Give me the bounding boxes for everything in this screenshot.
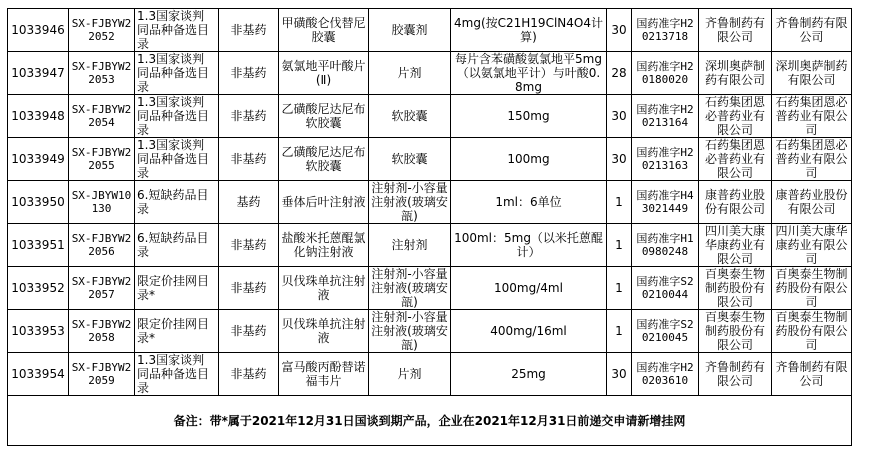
product-code-cell [69, 267, 135, 310]
approval-number-cell-text: 国药准字H20213164 [636, 103, 694, 129]
approval-number-cell-text: 国药准字H10980248 [636, 232, 694, 258]
product-code-cell [69, 52, 135, 95]
approval-number-cell-text: 国药准字S20210045 [636, 318, 694, 344]
specification-cell [451, 181, 607, 224]
essential-drug-cell-text: 非基药 [230, 109, 267, 123]
product-id-cell [8, 224, 69, 267]
approval-number-cell-text: 国药准字H20213718 [636, 17, 694, 43]
package-quantity-cell-text: 1 [615, 281, 623, 295]
specification-cell-text: 100mg/4ml [494, 281, 563, 295]
product-code-cell-text: SX-FJBYW22059 [71, 361, 132, 387]
essential-drug-cell-text: 基药 [236, 195, 261, 209]
essential-drug-cell [219, 138, 279, 181]
drug-name-cell [279, 9, 369, 52]
product-code-cell-text: SX-FJBYW22053 [71, 60, 132, 86]
essential-drug-cell-text: 非基药 [230, 238, 267, 252]
essential-drug-cell [219, 310, 279, 353]
license-holder-cell-text: 石药集团恩必普药业有限公司 [775, 95, 848, 137]
essential-drug-cell [219, 9, 279, 52]
specification-cell-text: 400mg/16ml [490, 324, 567, 338]
license-holder-cell-text: 康普药业股份有限公司 [775, 188, 848, 216]
drug-name-cell [279, 310, 369, 353]
table-row [8, 310, 852, 353]
product-code-cell-text: SX-FJBYW22055 [71, 146, 132, 172]
package-quantity-cell [607, 353, 632, 396]
specification-cell-text: 4mg(按C21H19ClN4O4计算) [454, 16, 603, 44]
package-quantity-cell [607, 310, 632, 353]
specification-cell [451, 95, 607, 138]
product-id-cell-text: 1033954 [11, 367, 65, 381]
approval-number-cell-text: 国药准字H43021449 [636, 189, 694, 215]
catalog-category-cell-text: 限定价挂网目录* [137, 317, 210, 345]
product-id-cell-text: 1033946 [11, 23, 65, 37]
package-quantity-cell-text: 30 [611, 109, 627, 123]
catalog-category-cell-text: 1.3国家谈判同品种备选目录 [137, 353, 210, 395]
product-id-cell [8, 310, 69, 353]
catalog-category-cell [135, 138, 219, 181]
essential-drug-cell [219, 95, 279, 138]
approval-number-cell [632, 181, 699, 224]
manufacturer-cell-text: 康普药业股份有限公司 [704, 188, 765, 216]
essential-drug-cell [219, 181, 279, 224]
table-row [8, 353, 852, 396]
dosage-form-cell-text: 胶囊剂 [391, 23, 428, 37]
license-holder-cell-text: 齐鲁制药有限公司 [775, 360, 848, 388]
package-quantity-cell [607, 224, 632, 267]
specification-cell [451, 138, 607, 181]
drug-name-cell [279, 95, 369, 138]
dosage-form-cell-text: 软胶囊 [391, 152, 428, 166]
essential-drug-cell [219, 353, 279, 396]
essential-drug-cell-text: 非基药 [230, 324, 267, 338]
specification-cell-text: 100mg [507, 152, 550, 166]
dosage-form-cell-text: 软胶囊 [391, 109, 428, 123]
product-code-cell [69, 353, 135, 396]
package-quantity-cell [607, 138, 632, 181]
approval-number-cell-text: 国药准字S20210044 [636, 275, 694, 301]
manufacturer-cell [699, 353, 772, 396]
dosage-form-cell-text: 注射剂-小容量注射液(玻璃安瓿) [371, 267, 448, 309]
product-code-cell-text: SX-FJBYW22057 [71, 275, 132, 301]
drug-name-cell [279, 181, 369, 224]
product-id-cell [8, 95, 69, 138]
product-code-cell-text: SX-FJBYW22058 [71, 318, 132, 344]
dosage-form-cell [369, 353, 451, 396]
product-id-cell [8, 353, 69, 396]
approval-number-cell [632, 267, 699, 310]
approval-number-cell-text: 国药准字H20203610 [636, 361, 694, 387]
package-quantity-cell-text: 1 [615, 195, 623, 209]
catalog-category-cell-text: 1.3国家谈判同品种备选目录 [137, 52, 210, 94]
license-holder-cell [772, 95, 852, 138]
package-quantity-cell-text: 30 [611, 367, 627, 381]
specification-cell-text: 150mg [507, 109, 550, 123]
drug-name-cell [279, 267, 369, 310]
license-holder-cell [772, 353, 852, 396]
table-row [8, 95, 852, 138]
catalog-category-cell [135, 181, 219, 224]
drug-name-cell-text: 富马酸丙酚替诺福韦片 [281, 360, 366, 388]
license-holder-cell-text: 百奥泰生物制药股份有限公司 [775, 267, 848, 309]
approval-number-cell [632, 310, 699, 353]
dosage-form-cell-text: 片剂 [397, 66, 422, 80]
product-code-cell [69, 138, 135, 181]
table-row [8, 52, 852, 95]
product-id-cell [8, 52, 69, 95]
specification-cell [451, 267, 607, 310]
specification-cell-text: 1ml：6单位 [495, 195, 562, 209]
package-quantity-cell [607, 267, 632, 310]
catalog-category-cell [135, 95, 219, 138]
dosage-form-cell [369, 9, 451, 52]
package-quantity-cell [607, 9, 632, 52]
manufacturer-cell [699, 95, 772, 138]
manufacturer-cell-text: 深圳奥萨制药有限公司 [704, 59, 765, 87]
license-holder-cell [772, 224, 852, 267]
package-quantity-cell [607, 181, 632, 224]
drug-name-cell-text: 盐酸米托蒽醌氯化钠注射液 [281, 231, 366, 259]
drug-name-cell [279, 138, 369, 181]
product-code-cell [69, 224, 135, 267]
product-code-cell [69, 95, 135, 138]
license-holder-cell-text: 四川美大康华康药业有限公司 [775, 224, 848, 266]
package-quantity-cell-text: 30 [611, 23, 627, 37]
product-code-cell-text: SX-FJBYW22054 [71, 103, 132, 129]
manufacturer-cell [699, 267, 772, 310]
essential-drug-cell [219, 267, 279, 310]
package-quantity-cell-text: 1 [615, 324, 623, 338]
license-holder-cell [772, 9, 852, 52]
manufacturer-cell [699, 181, 772, 224]
catalog-category-cell-text: 1.3国家谈判同品种备选目录 [137, 9, 210, 51]
specification-cell [451, 52, 607, 95]
license-holder-cell-text: 齐鲁制药有限公司 [775, 16, 848, 44]
product-code-cell-text: SX-JBYW10130 [71, 189, 132, 215]
drug-name-cell-text: 贝伐珠单抗注射液 [281, 317, 366, 345]
license-holder-cell-text: 百奥泰生物制药股份有限公司 [775, 310, 848, 352]
dosage-form-cell [369, 224, 451, 267]
approval-number-cell-text: 国药准字H20213163 [636, 146, 694, 172]
essential-drug-cell-text: 非基药 [230, 281, 267, 295]
drug-name-cell-text: 氨氯地平叶酸片(Ⅱ) [281, 59, 366, 87]
approval-number-cell-text: 国药准字H20180020 [636, 60, 694, 86]
table-row [8, 138, 852, 181]
specification-cell-text: 每片含苯磺酸氨氯地平5mg（以氨氯地平计）与叶酸0.8mg [455, 52, 602, 94]
essential-drug-cell-text: 非基药 [230, 367, 267, 381]
dosage-form-cell [369, 138, 451, 181]
product-id-cell [8, 181, 69, 224]
manufacturer-cell [699, 9, 772, 52]
approval-number-cell [632, 52, 699, 95]
drug-name-cell [279, 353, 369, 396]
manufacturer-cell-text: 齐鲁制药有限公司 [704, 360, 765, 388]
footnote: 备注：带*属于2021年12月31日国谈到期产品，企业在2021年12月31日前递交申请新增挂网 [8, 396, 852, 446]
manufacturer-cell [699, 310, 772, 353]
dosage-form-cell-text: 注射剂-小容量注射液(玻璃安瓿) [371, 310, 448, 352]
license-holder-cell [772, 310, 852, 353]
product-id-cell [8, 138, 69, 181]
specification-cell [451, 353, 607, 396]
package-quantity-cell-text: 30 [611, 152, 627, 166]
essential-drug-cell [219, 224, 279, 267]
essential-drug-cell-text: 非基药 [230, 23, 267, 37]
specification-cell-text: 100ml：5mg（以米托蒽醌计） [454, 231, 603, 259]
drug-name-cell-text: 垂体后叶注射液 [281, 195, 366, 209]
package-quantity-cell-text: 28 [611, 66, 627, 80]
product-code-cell [69, 181, 135, 224]
specification-cell [451, 310, 607, 353]
product-id-cell [8, 9, 69, 52]
dosage-form-cell [369, 52, 451, 95]
product-id-cell-text: 1033949 [11, 152, 65, 166]
drug-name-cell [279, 52, 369, 95]
product-code-cell [69, 9, 135, 52]
catalog-category-cell-text: 1.3国家谈判同品种备选目录 [137, 95, 210, 137]
product-code-cell-text: SX-FJBYW22052 [71, 17, 132, 43]
catalog-category-cell-text: 限定价挂网目录* [137, 274, 210, 302]
table-row [8, 224, 852, 267]
dosage-form-cell [369, 181, 451, 224]
drug-listing-table [7, 8, 852, 446]
specification-cell [451, 9, 607, 52]
approval-number-cell [632, 95, 699, 138]
manufacturer-cell-text: 齐鲁制药有限公司 [704, 16, 765, 44]
license-holder-cell-text: 深圳奥萨制药有限公司 [775, 59, 848, 87]
catalog-category-cell [135, 353, 219, 396]
approval-number-cell [632, 9, 699, 52]
catalog-category-cell [135, 310, 219, 353]
manufacturer-cell-text: 四川美大康华康药业有限公司 [704, 224, 765, 266]
license-holder-cell [772, 181, 852, 224]
table-row [8, 267, 852, 310]
specification-cell-text: 25mg [511, 367, 546, 381]
essential-drug-cell-text: 非基药 [230, 152, 267, 166]
dosage-form-cell-text: 注射剂-小容量注射液(玻璃安瓿) [371, 181, 448, 223]
catalog-category-cell-text: 6.短缺药品目录 [137, 231, 209, 259]
package-quantity-cell [607, 52, 632, 95]
drug-name-cell-text: 乙磺酸尼达尼布软胶囊 [281, 102, 366, 130]
manufacturer-cell-text: 石药集团恩必普药业有限公司 [704, 138, 765, 180]
catalog-category-cell [135, 224, 219, 267]
drug-name-cell-text: 贝伐珠单抗注射液 [281, 274, 366, 302]
essential-drug-cell [219, 52, 279, 95]
approval-number-cell [632, 353, 699, 396]
license-holder-cell [772, 138, 852, 181]
essential-drug-cell-text: 非基药 [230, 66, 267, 80]
drug-name-cell-text: 甲磺酸仑伐替尼胶囊 [281, 16, 366, 44]
manufacturer-cell-text: 百奥泰生物制药股份有限公司 [704, 267, 765, 309]
manufacturer-cell-text: 百奥泰生物制药股份有限公司 [704, 310, 765, 352]
license-holder-cell [772, 52, 852, 95]
product-id-cell-text: 1033950 [11, 195, 65, 209]
product-id-cell-text: 1033951 [11, 238, 65, 252]
manufacturer-cell [699, 224, 772, 267]
table-row [8, 9, 852, 52]
license-holder-cell [772, 267, 852, 310]
catalog-category-cell [135, 267, 219, 310]
table-row [8, 181, 852, 224]
product-id-cell-text: 1033952 [11, 281, 65, 295]
license-holder-cell-text: 石药集团恩必普药业有限公司 [775, 138, 848, 180]
dosage-form-cell [369, 267, 451, 310]
specification-cell [451, 224, 607, 267]
manufacturer-cell [699, 138, 772, 181]
product-id-cell [8, 267, 69, 310]
drug-name-cell-text: 乙磺酸尼达尼布软胶囊 [281, 145, 366, 173]
dosage-form-cell [369, 310, 451, 353]
package-quantity-cell [607, 95, 632, 138]
product-id-cell-text: 1033947 [11, 66, 65, 80]
catalog-category-cell [135, 52, 219, 95]
dosage-form-cell-text: 注射剂 [391, 238, 428, 252]
product-code-cell [69, 310, 135, 353]
product-code-cell-text: SX-FJBYW22056 [71, 232, 132, 258]
manufacturer-cell-text: 石药集团恩必普药业有限公司 [704, 95, 765, 137]
approval-number-cell [632, 224, 699, 267]
product-id-cell-text: 1033948 [11, 109, 65, 123]
catalog-category-cell-text: 6.短缺药品目录 [137, 188, 209, 216]
drug-name-cell [279, 224, 369, 267]
approval-number-cell [632, 138, 699, 181]
manufacturer-cell [699, 52, 772, 95]
product-id-cell-text: 1033953 [11, 324, 65, 338]
dosage-form-cell-text: 片剂 [397, 367, 422, 381]
dosage-form-cell [369, 95, 451, 138]
catalog-category-cell-text: 1.3国家谈判同品种备选目录 [137, 138, 210, 180]
catalog-category-cell [135, 9, 219, 52]
package-quantity-cell-text: 1 [615, 238, 623, 252]
